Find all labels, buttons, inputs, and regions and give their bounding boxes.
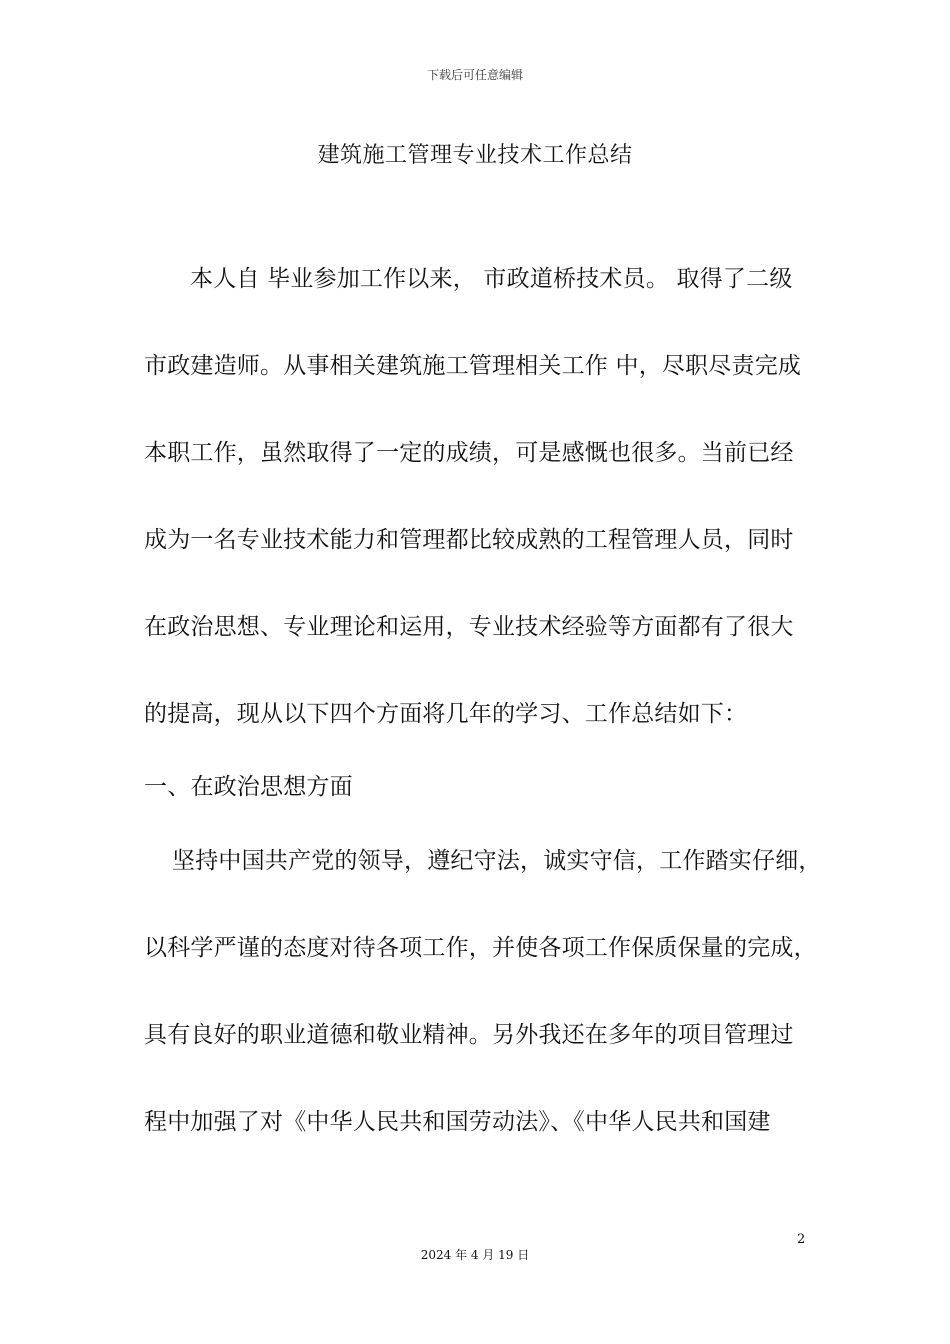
body-line-2: 市政建造师。从事相关建筑施工管理相关工作 中，尽职尽责完成: [144, 353, 802, 379]
header-note: 下载后可任意编辑: [426, 68, 523, 82]
section-heading-1: 一、在政治思想方面: [144, 774, 353, 800]
body-line-4: 成为一名专业技术能力和管理都比较成熟的工程管理人员，同时: [144, 527, 794, 553]
page-number: 2: [797, 1232, 806, 1247]
body-line-3: 本职工作，虽然取得了一定的成绩，可是感慨也很多。当前已经: [144, 440, 794, 466]
body-line-6: 的提高，现从以下四个方面将几年的学习、工作总结如下：: [144, 701, 748, 727]
body-line-10: 程中加强了对《中华人民共和国劳动法》、《中华人民共和国建: [144, 1109, 771, 1135]
footer-date: 2024 年 4 月 19 日: [420, 1248, 530, 1262]
body-line-1: 本人自 毕业参加工作以来， 市政道桥技术员。 取得了二级: [190, 266, 793, 292]
document-title: 建筑施工管理专业技术工作总结: [317, 143, 633, 168]
body-line-9: 具有良好的职业道德和敬业精神。另外我还在多年的项目管理过: [144, 1022, 794, 1048]
body-line-8: 以科学严谨的态度对待各项工作，并使各项工作保质保量的完成，: [144, 935, 817, 961]
body-line-5: 在政治思想、专业理论和运用，专业技术经验等方面都有了很大: [144, 614, 794, 640]
body-line-7: 坚持中国共产党的领导，遵纪守法，诚实守信，工作踏实仔细，: [172, 848, 822, 874]
